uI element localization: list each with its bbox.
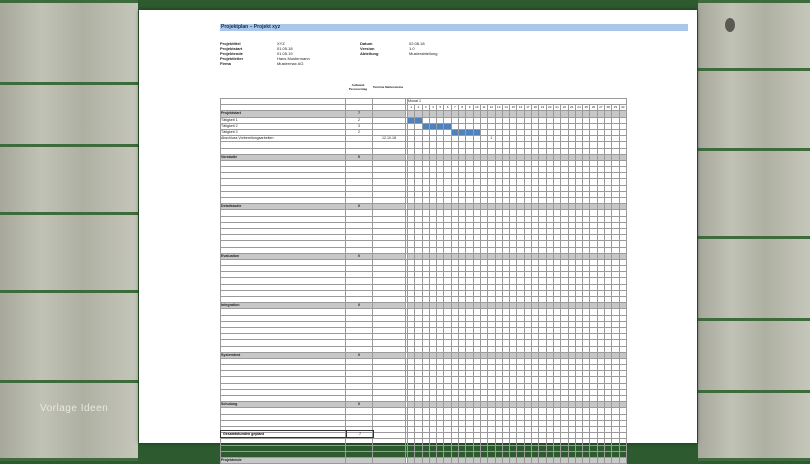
gantt-cell: [473, 457, 480, 463]
gantt-cell: [612, 457, 619, 463]
day-number: 26: [591, 105, 596, 110]
day-number: 29: [613, 105, 618, 110]
task-label: Vorstudie: [221, 154, 346, 160]
milestone-mark: 1: [488, 136, 495, 142]
gantt-cell: [605, 457, 612, 463]
day-number: 9: [466, 105, 473, 111]
phase-row: [221, 457, 627, 463]
task-label: Integration: [221, 303, 346, 309]
task-label: Projektende: [221, 457, 346, 463]
task-label: Projektstart: [221, 111, 346, 117]
gantt-cell: [437, 457, 444, 463]
gantt-cell: [575, 457, 582, 463]
gantt-cell: [495, 457, 502, 463]
day-number: 1: [408, 105, 415, 111]
total-value: 7: [346, 431, 373, 437]
gantt-cell: [459, 457, 466, 463]
day-number: 3: [422, 105, 429, 111]
gantt-cell: [422, 457, 429, 463]
gantt-cell: [466, 457, 473, 463]
gantt-cell: [444, 457, 451, 463]
task-label: Schulung: [221, 402, 346, 408]
meta-label: Datum: [360, 41, 373, 46]
page-title: Projektplan – Projekt xyz: [221, 24, 281, 30]
task-label: Systemtest: [221, 352, 346, 358]
day-number: 5: [437, 105, 444, 111]
day-number: 25: [584, 105, 588, 110]
gantt-cell: [451, 457, 458, 463]
task-label: Abschluss Vorbereitungsarbeiten: [221, 136, 346, 142]
gantt-cell: [597, 457, 604, 463]
gantt-table: [220, 98, 627, 464]
gantt-cell: [510, 457, 517, 463]
wood-plank: [698, 148, 810, 242]
gantt-cell: [561, 457, 568, 463]
day-number: 15: [511, 105, 515, 110]
month-label: Monat 1: [408, 99, 627, 105]
meta-value: XYZ: [277, 41, 285, 46]
day-number: 12: [489, 105, 494, 110]
aufwand-cell: 0: [346, 303, 373, 309]
wood-plank: [698, 68, 810, 154]
gantt-cell: [583, 457, 590, 463]
wood-knot: [725, 18, 735, 32]
meta-value: Hans Mustermann: [277, 56, 310, 61]
wood-plank: [0, 290, 138, 386]
wood-background-right: [698, 0, 810, 455]
day-number: 24: [577, 105, 581, 110]
wood-plank: [698, 390, 810, 461]
wood-plank: [0, 380, 138, 461]
meta-value: 01.05.18: [277, 46, 293, 51]
day-number: 6: [444, 105, 451, 111]
gantt-cell: [532, 457, 539, 463]
aufwand-cell: 3: [346, 123, 373, 129]
aufwand-cell: 0: [346, 204, 373, 210]
aufwand-cell: 7: [346, 111, 373, 117]
meta-label: Version: [360, 46, 375, 51]
gantt-cell: [408, 457, 415, 463]
day-number: 4: [429, 105, 436, 111]
gantt-cell: [539, 457, 546, 463]
day-number: 10: [475, 105, 479, 110]
meta-value: 01.05.19: [277, 51, 293, 56]
column-header-aufwand: Aufwand Personentag: [348, 83, 368, 91]
column-header-termine: Termine Meilensteine: [372, 85, 404, 89]
aufwand-cell: 0: [346, 402, 373, 408]
gantt-cell: [524, 457, 531, 463]
gantt-cell: [480, 457, 487, 463]
gantt-cell: [619, 457, 626, 463]
wood-plank: [698, 0, 810, 74]
day-number: 30: [621, 105, 625, 110]
aufwand-cell: 0: [346, 352, 373, 358]
meta-value: Mustermax AG: [277, 61, 304, 66]
day-number: 13: [497, 105, 501, 110]
day-number: 11: [480, 105, 487, 111]
day-number: 18: [533, 105, 537, 110]
meta-label: Abteilung: [360, 51, 379, 56]
gantt-cell: [568, 457, 575, 463]
spreadsheet-page: [139, 10, 697, 462]
gantt-cell: [553, 457, 560, 463]
day-number: 27: [599, 105, 603, 110]
wood-background-left: [0, 0, 138, 455]
day-number: 16: [518, 105, 523, 110]
meta-label: Projektende: [220, 51, 243, 56]
termin-cell: 12.10.18: [373, 136, 406, 142]
gantt-cell: [415, 457, 422, 463]
meta-value: 02.08.18: [409, 41, 425, 46]
meta-label: Projekttitel: [220, 41, 241, 46]
day-number: 21: [555, 105, 559, 110]
task-label: Evaluation: [221, 253, 346, 259]
gantt-cell: [488, 457, 495, 463]
watermark-text: Vorlage Ideen: [40, 403, 109, 414]
day-number: 8: [459, 105, 466, 111]
wood-plank: [0, 212, 138, 296]
title-bar: [220, 24, 688, 31]
meta-label: Projektleiter: [220, 56, 244, 61]
aufwand-cell: 0: [346, 154, 373, 160]
aufwand-cell: 2: [346, 129, 373, 135]
day-number: 14: [504, 105, 508, 110]
gantt-cell: [590, 457, 597, 463]
gantt-cell: [502, 457, 509, 463]
wood-plank: [0, 144, 138, 218]
day-number: 17: [526, 105, 530, 110]
task-label: Tätigkeit 2: [221, 123, 346, 129]
day-number: 28: [606, 105, 610, 110]
wood-plank: [0, 82, 138, 150]
gantt-cell: [517, 457, 524, 463]
meta-label: Projektstart: [220, 46, 243, 51]
day-number: 23: [570, 105, 574, 110]
day-number: 20: [548, 105, 552, 110]
day-number: 2: [415, 105, 422, 111]
task-label: Tätigkeit 1: [221, 117, 346, 123]
total-label: Gesamtstunden geplant: [223, 432, 264, 436]
gantt-cell: [429, 457, 436, 463]
wood-plank: [698, 318, 810, 396]
meta-value: Musterabteilung: [409, 51, 438, 56]
total-row: [220, 430, 374, 438]
aufwand-cell: [346, 457, 373, 463]
wood-plank: [0, 0, 138, 88]
day-number: 7: [451, 105, 458, 111]
task-label: Detailstudie: [221, 204, 346, 210]
meta-value: 1.0: [409, 46, 415, 51]
day-number: 19: [540, 105, 545, 110]
task-label: Tätigkeit 3: [221, 129, 346, 135]
aufwand-cell: 0: [346, 253, 373, 259]
termin-cell: [373, 457, 406, 463]
gantt-cell: [546, 457, 553, 463]
meta-label: Firma: [220, 61, 231, 66]
wood-plank: [698, 236, 810, 324]
day-number: 22: [562, 105, 567, 110]
aufwand-cell: 2: [346, 117, 373, 123]
